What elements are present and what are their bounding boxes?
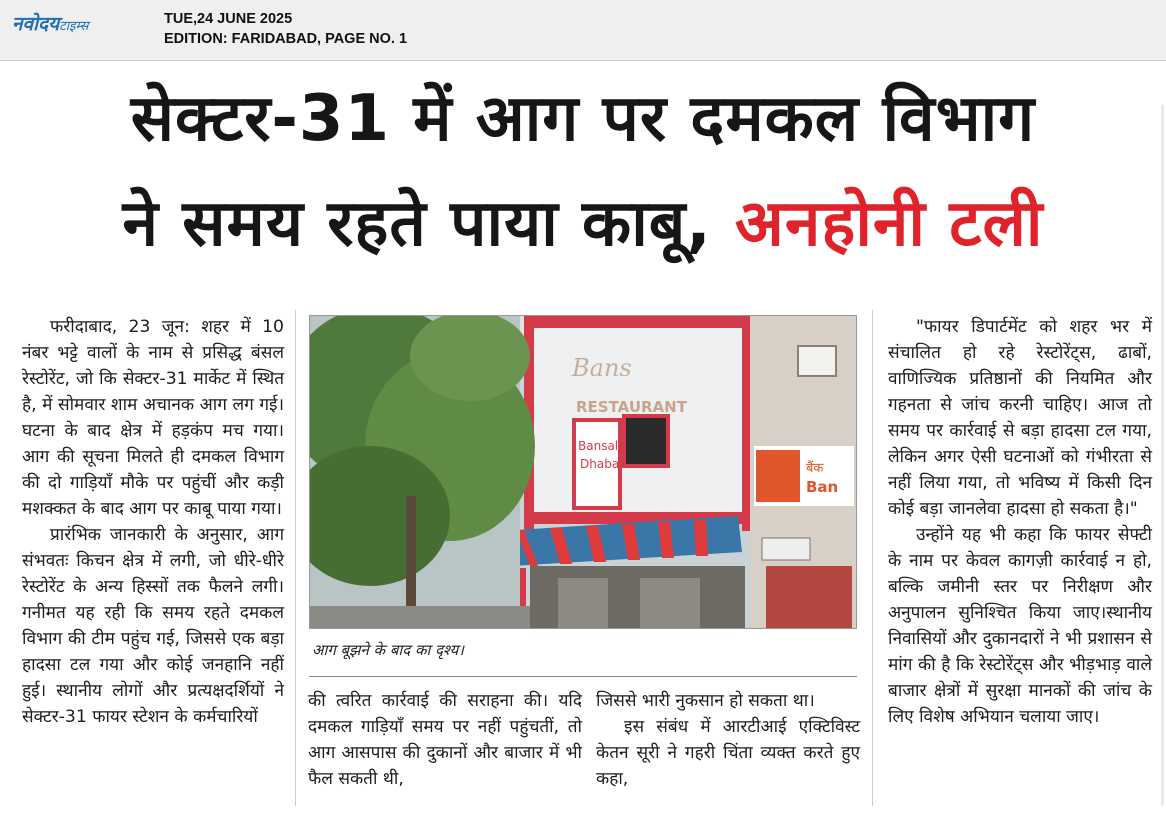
article-column-4 [888,314,1152,730]
headline-line-1: सेक्टर-31 में आग पर दमकल विभाग [130,82,1036,156]
bank-sign-english: Ban [806,478,839,496]
headline-line-2 [20,185,1146,263]
bank-sign-hindi: बैंक [806,461,824,476]
edition-info: EDITION: FARIDABAD, PAGE NO. 1 [164,31,408,47]
headline-line-2-highlight: अनहोनी टली [734,187,1044,261]
article-paragraph: जिससे भारी नुकसान हो सकता था। [596,691,815,711]
dateline [164,9,407,49]
article-column-2 [308,688,582,792]
article-paragraph: उन्होंने यह भी कहा कि फायर सेफ्टी के नाम पर केवल कागज़ी कार्रवाई न हो, बल्कि जमीनी स्तर पर निरीक्षण और अनुपालन सुनिश्चित किया जाए।स्थानीय निवासियों और दुकानदारों ने भी प्रशासन से मांग की है कि रेस्टोरेंट्स और भीड़भाड़ वाले बाजार क्षेत्रों में सुरक्षा मानकों की जांच के लिए विशेष अभियान चलाया जाए। [888,525,1152,727]
newspaper-logo [12,10,88,36]
article-column-3 [596,688,860,792]
restaurant-sign: RESTAURANT [576,398,687,416]
issue-date: TUE,24 JUNE 2025 [164,11,293,27]
brand-sign-top: Bansal [578,439,619,453]
article-paragraph: "फायर डिपार्टमेंट को शहर भर में संचालित हो रहे रेस्टोरेंट्स, ढाबों, वाणिज्यिक प्रतिष्ठानों की नियमित और गहनता से जांच करनी चाहिए। आज तो समय पर कार्रवाई से बड़ा हादसा टल गया, लेकिन अगर ऐसी घटनाओं को गंभीरता से नहीं लिया गया, तो भविष्य में किसी दिन कोई बड़ा जानलेवा हादसा हो सकता है।" [888,317,1152,519]
article-column-1 [22,314,284,730]
news-photo [309,315,857,629]
restaurant-building-image [310,316,856,628]
article-paragraph: फरीदाबाद, 23 जून: शहर में 10 नंबर भट्टे वालों के नाम से प्रसिद्ध बंसल रेस्टोरेंट, जो कि सेक्टर-31 मार्केट में स्थित है, में सोमवार शाम अचानक आग लग गई। घटना के बाद क्षेत्र में हड़कंप मच गया। आग की सूचना मिलते ही दमकल विभाग की दो गाड़ियाँ मौके पर पहुंचीं और कड़ी मशक्कत के बाद आग पर काबू पाया गया। [22,317,284,519]
brand-sign-bottom: Dhaba [580,457,620,471]
photo-caption: आग बूझने के बाद का दृश्य। [312,641,464,659]
caption-rule [309,676,857,677]
column-divider [295,310,296,806]
masthead [0,0,1166,61]
column-divider [872,310,873,806]
headline-line-2-main: ने समय रहते पाया काबू, [122,187,712,261]
logo-main: नवोदय [12,13,60,35]
article-paragraph: इस संबंध में आरटीआई एक्टिविस्ट केतन सूरी ने गहरी चिंता व्यक्त करते हुए कहा, [596,717,860,789]
article-paragraph: की त्वरित कार्रवाई की सराहना की। यदि दमकल गाड़ियाँ समय पर नहीं पहुंचतीं, तो आग आसपास की दुकानों और बाजार में भी फैल सकती थी, [308,691,582,789]
logo-sub: टाइम्स [59,19,89,34]
page-edge-rule [1161,105,1164,805]
article-paragraph: प्रारंभिक जानकारी के अनुसार, आग संभवतः किचन क्षेत्र में लगी, जो धीरे-धीरे रेस्टोरेंट के अन्य हिस्सों तक फैलने लगी। गनीमत यह रही कि समय रहते दमकल विभाग की टीम पहुंच गई, जिससे एक बड़ा हादसा टल गया और कोई जनहानि नहीं हुई। स्थानीय लोगों और प्रत्यक्षदर्शियों ने सेक्टर-31 फायर स्टेशन के कर्मचारियों [22,525,284,727]
svg-text:Bans: Bans [572,354,632,382]
